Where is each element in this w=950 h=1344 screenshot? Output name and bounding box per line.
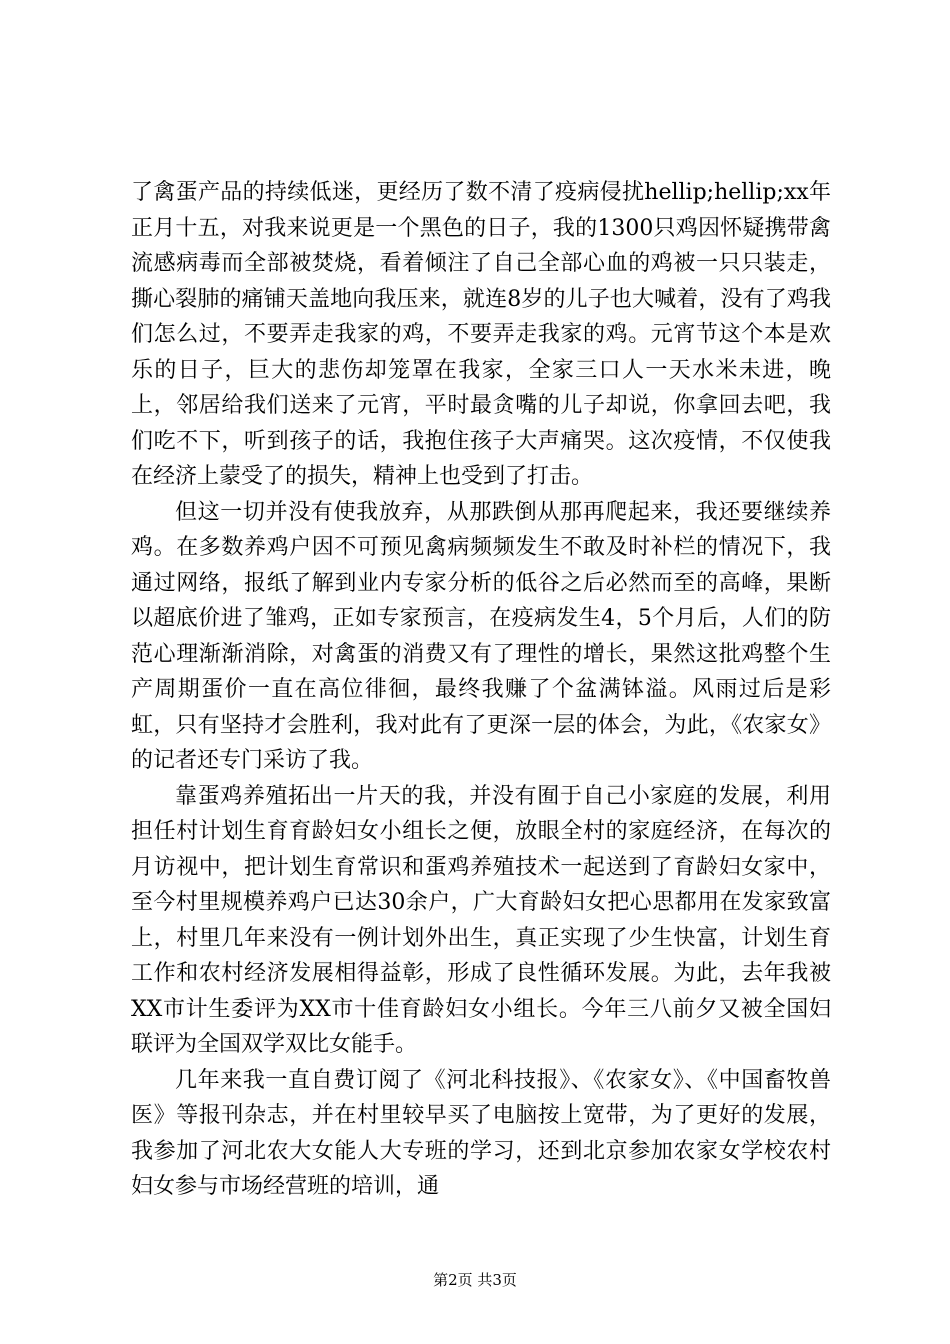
page-number-footer: 第2页 共3页	[433, 1271, 517, 1289]
paragraph-1: 了禽蛋产品的持续低迷，更经历了数不清了疫病侵扰hellip;hellip;xx年正月十五，对我来说更是一个黑色的日子，我的1300只鸡因怀疑携带禽流感病毒而全部被焚烧，看着倾注了自己全部心血的鸡被一只只装走，撕心裂肺的痛铺天盖地向我压来，就连8岁的儿子也大喊着，没有了鸡我们怎么过，不要弄走我家的鸡，不要弄走我家的鸡。元宵节这个本是欢乐的日子，巨大的悲伤却笼罩在我家，全家三口人一天水米未进，晚上，邻居给我们送来了元宵，平时最贪嘴的儿子却说，你拿回去吧，我们吃不下，听到孩子的话，我抱住孩子大声痛哭。这次疫情，不仅使我在经济上蒙受了的损失，精神上也受到了打击。	[131, 180, 831, 489]
paragraph-4: 几年来我一直自费订阅了《河北科技报》、《农家女》、《中国畜牧兽医》等报刊杂志，并在村里较早买了电脑按上宽带，为了更好的发展，我参加了河北农大女能人大专班的学习，还到北京参加农家女学校农村妇女参与市场经营班的培训，通	[131, 1067, 831, 1199]
paragraph-3: 靠蛋鸡养殖拓出一片天的我，并没有囿于自己小家庭的发展，利用担任村计划生育育龄妇女小组长之便，放眼全村的家庭经济，在每次的月访视中，把计划生育常识和蛋鸡养殖技术一起送到了育龄妇女家中，至今村里规模养鸡户已达30余户，广大育龄妇女把心思都用在发家致富上，村里几年来没有一例计划外出生，真正实现了少生快富，计划生育工作和农村经济发展相得益彰，形成了良性循环发展。为此，去年我被XX市计生委评为XX市十佳育龄妇女小组长。今年三八前夕又被全国妇联评为全国双学双比女能手。	[131, 783, 831, 1057]
paragraph-2: 但这一切并没有使我放弃，从那跌倒从那再爬起来，我还要继续养鸡。在多数养鸡户因不可预见禽病频频发生不敢及时补栏的情况下，我通过网络，报纸了解到业内专家分析的低谷之后必然而至的高峰，果断以超底价进了雏鸡，正如专家预言，在疫病发生4，5个月后，人们的防范心理渐渐消除，对禽蛋的消费又有了理性的增长，果然这批鸡整个生产周期蛋价一直在高位徘徊，最终我赚了个盆满钵溢。风雨过后是彩虹，只有坚持才会胜利，我对此有了更深一层的体会，为此，《农家女》的记者还专门采访了我。	[131, 499, 831, 773]
document-body	[131, 175, 831, 1205]
